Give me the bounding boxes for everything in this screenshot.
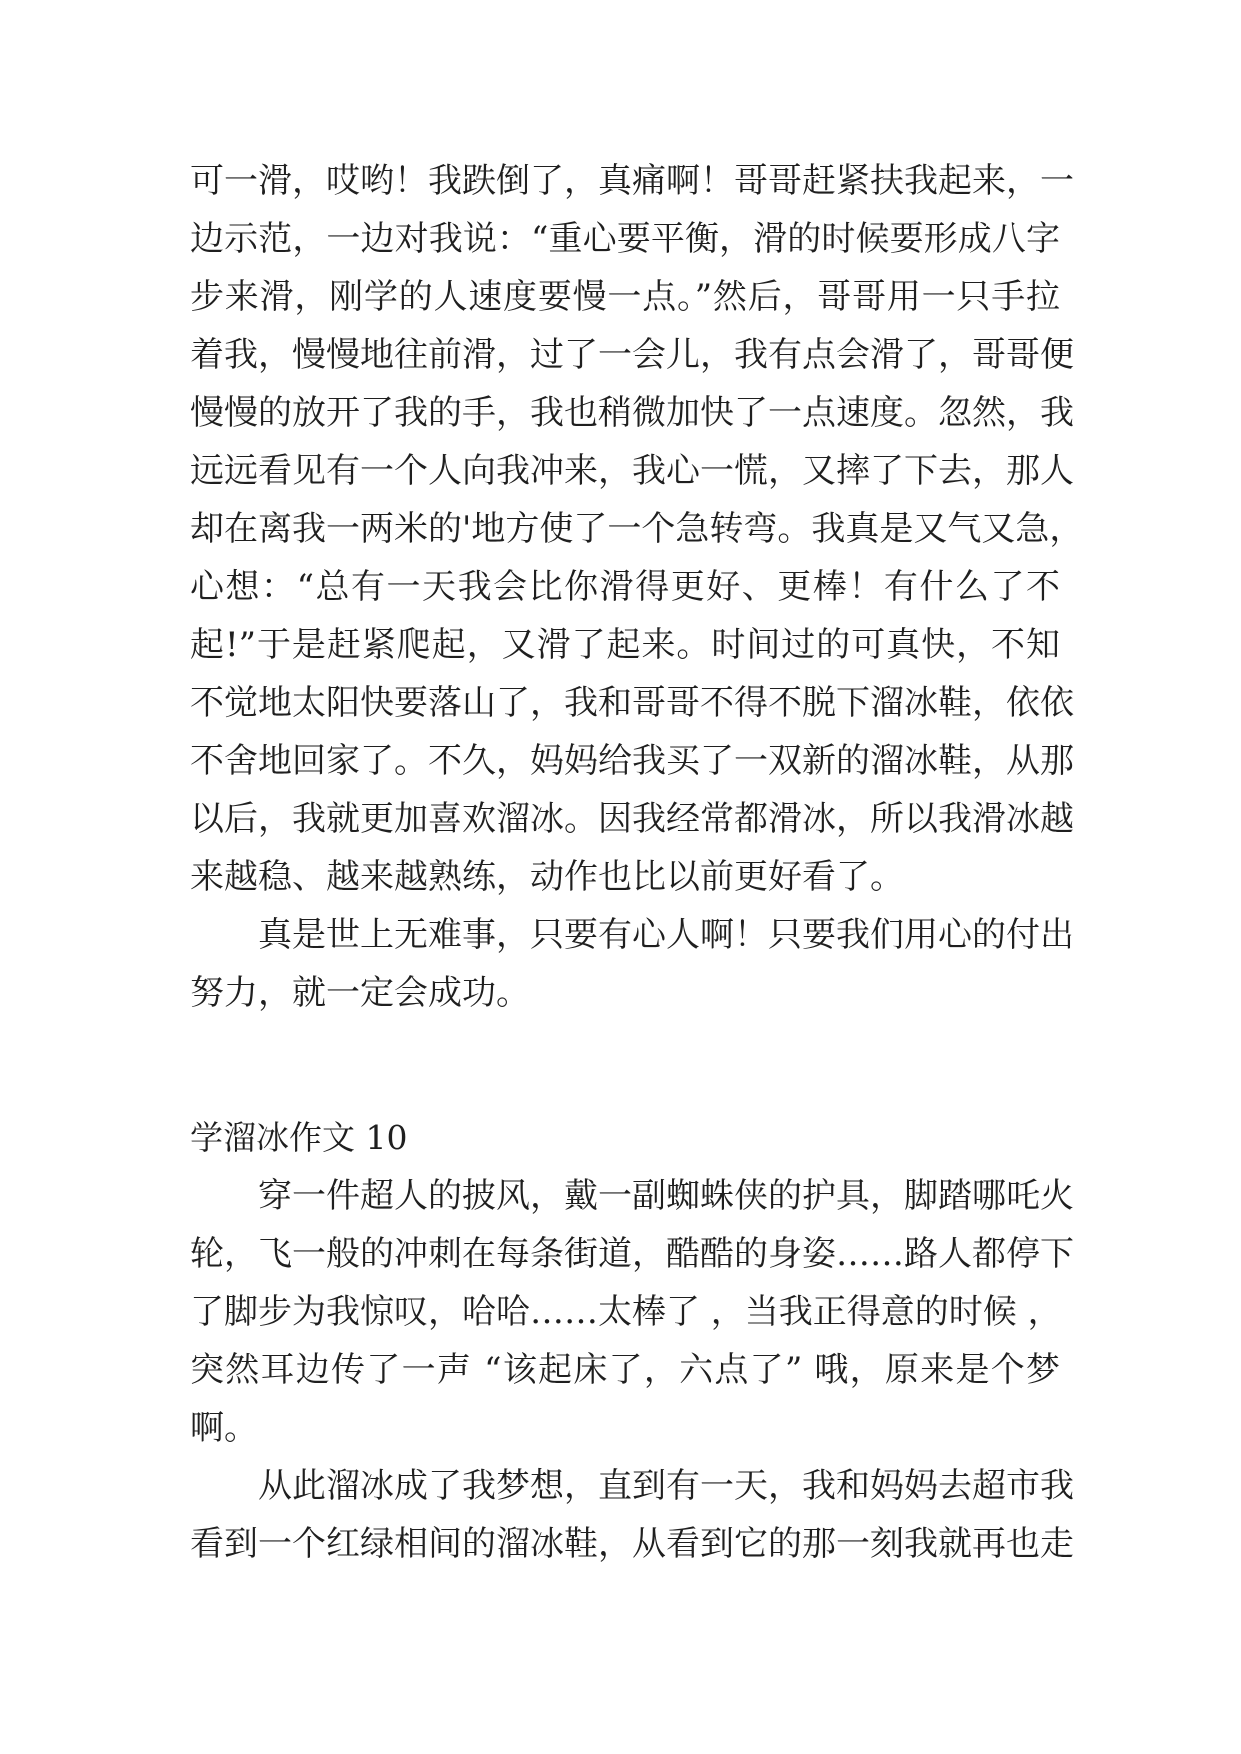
paragraph-4: [190, 1457, 1074, 1573]
text-line: 着我，慢慢地往前滑，过了一会儿，我有点会滑了，哥哥便: [190, 335, 1074, 375]
text-line: 了脚步为我惊叹，哈哈……太棒了 ，当我正得意的时候 ，: [190, 1292, 1062, 1332]
text-line: 看到一个红绿相间的溜冰鞋，从看到它的那一刻我就再也走: [190, 1524, 1074, 1564]
text-line: 来越稳、越来越熟练，动作也比以前更好看了。: [190, 857, 904, 897]
text-line: 却在离我一两米的'地方使了一个急转弯。我真是又气又急，: [190, 509, 1084, 549]
paragraph-1: [190, 152, 1084, 906]
section-heading: 学溜冰作文 10: [190, 1118, 408, 1157]
text-line: 慢慢的放开了我的手，我也稍微加快了一点速度。忽然，我: [190, 393, 1074, 433]
text-line: 轮，飞一般的冲刺在每条街道，酷酷的身姿……路人都停下: [190, 1234, 1074, 1274]
text-line: 不舍地回家了。不久，妈妈给我买了一双新的溜冰鞋，从那: [190, 741, 1074, 781]
text-line: 努力，就一定会成功。: [190, 973, 530, 1013]
text-line: 不觉地太阳快要落山了，我和哥哥不得不脱下溜冰鞋，依依: [190, 683, 1074, 723]
text-line: 真是世上无难事，只要有心人啊！只要我们用心的付出: [258, 915, 1074, 955]
text-line: 可一滑，哎哟！我跌倒了，真痛啊！哥哥赶紧扶我起来，一: [190, 161, 1074, 201]
paragraph-2: [190, 906, 1074, 1022]
text-line: 穿一件超人的披风，戴一副蜘蛛侠的护具，脚踏哪吒火: [258, 1176, 1074, 1216]
text-line: 从此溜冰成了我梦想，直到有一天，我和妈妈去超市我: [258, 1466, 1074, 1506]
text-line: 远远看见有一个人向我冲来，我心一慌，又摔了下去，那人: [190, 451, 1074, 491]
text-line: 步来滑，刚学的人速度要慢一点。”然后，哥哥用一只手拉: [190, 277, 1060, 317]
document-body: [190, 152, 1084, 1573]
text-line: 突然耳边传了一声 “该起床了，六点了” 哦，原来是个梦: [190, 1350, 1060, 1390]
text-line: 以后，我就更加喜欢溜冰。因我经常都滑冰，所以我滑冰越: [190, 799, 1074, 839]
section-gap: [190, 1022, 1060, 1109]
text-line: 心想：“总有一天我会比你滑得更好、更棒！有什么了不: [190, 567, 1060, 607]
text-line: 啊。: [190, 1408, 258, 1448]
text-line: 起!”于是赶紧爬起，又滑了起来。时间过的可真快，不知: [190, 625, 1060, 665]
paragraph-3: [190, 1167, 1074, 1457]
text-line: 边示范，一边对我说：“重心要平衡，滑的时候要形成八字: [190, 219, 1060, 259]
